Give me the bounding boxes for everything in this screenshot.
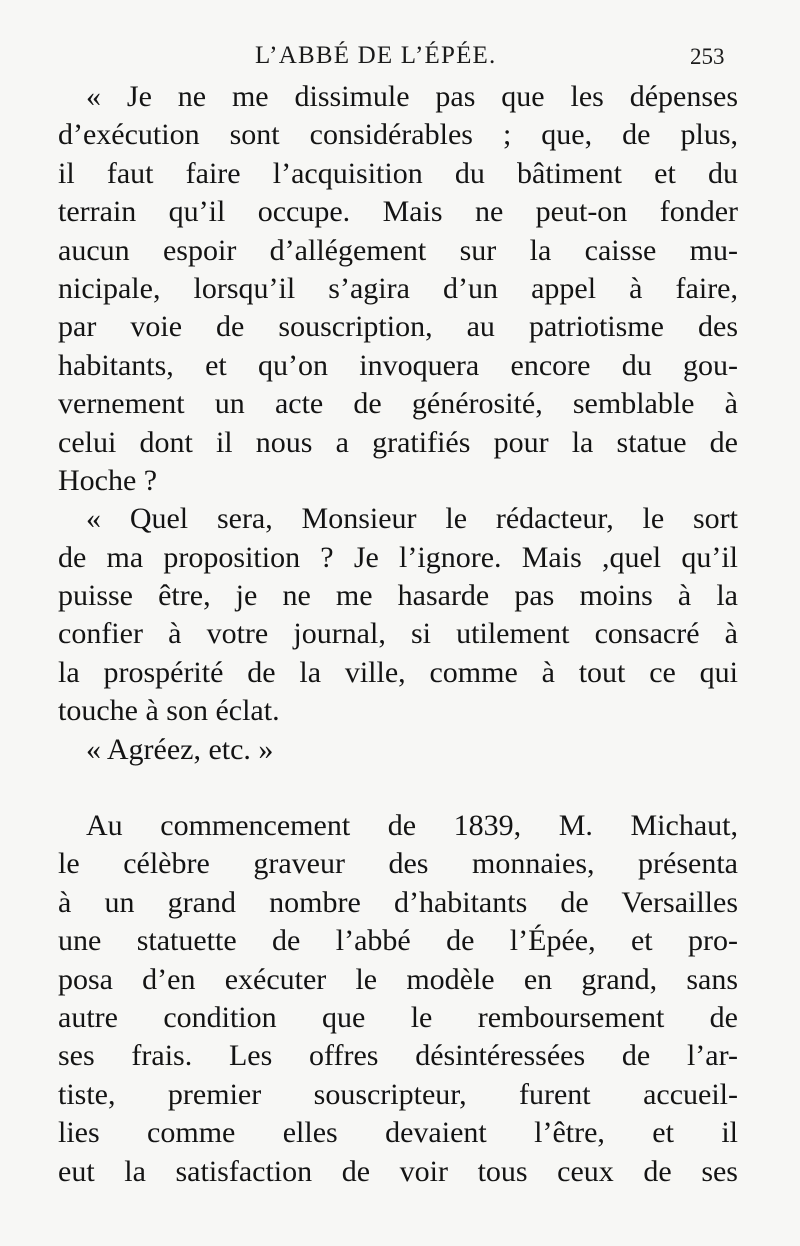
paragraph [58,731,738,769]
running-title: L’ABBÉ DE L’ÉPÉE. [255,42,497,69]
text-line: tiste, premier souscripteur, furent accueil- [58,1077,738,1111]
text-line: le célèbre graveur des monnaies, présenta [58,847,738,881]
text-line: eut la satisfaction de voir tous ceux de ses [58,1154,738,1188]
page-number: 253 [690,44,725,69]
paragraph [58,500,738,730]
text-line: Au commencement de 1839, M. Michaut, [86,809,738,843]
text-line: touche à son éclat. [58,694,280,728]
text-line: une statuette de l’abbé de l’Épée, et pro- [58,924,738,958]
text-line: autre condition que le remboursement de [58,1000,738,1034]
paragraph [58,78,738,500]
body-text [58,78,738,1191]
text-line: terrain qu’il occupe. Mais ne peut-on fonder [58,195,738,229]
text-line: posa d’en exécuter le modèle en grand, sans [58,962,738,996]
text-line: « Quel sera, Monsieur le rédacteur, le sort [86,502,738,536]
text-line: la prospérité de la ville, comme à tout ce qui [58,655,738,689]
paragraph [58,807,738,1191]
text-line: d’exécution sont considérables ; que, de plus, [58,118,738,152]
text-line: « Je ne me dissimule pas que les dépenses [86,80,738,113]
paragraph-gap [58,769,738,807]
text-line: lies comme elles devaient l’être, et il [58,1116,738,1150]
text-line: « Agréez, etc. » [86,732,274,766]
text-line: à un grand nombre d’habitants de Versailles [58,885,738,919]
text-line: de ma proposition ? Je l’ignore. Mais ,quel qu’il [58,540,738,574]
text-line: vernement un acte de générosité, semblable à [58,387,738,421]
text-line: Hoche ? [58,463,158,497]
text-line: celui dont il nous a gratifiés pour la statue de [58,425,738,459]
text-line: confier à votre journal, si utilement consacré à [58,617,738,651]
text-line: aucun espoir d’allégement sur la caisse mu- [58,233,738,267]
text-line: par voie de souscription, au patriotisme des [58,310,738,344]
page-header [0,40,800,80]
text-line: ses frais. Les offres désintéressées de l’ar- [58,1039,738,1073]
text-line: puisse être, je ne me hasarde pas moins à la [58,579,738,613]
text-line: nicipale, lorsqu’il s’agira d’un appel à faire, [58,271,738,305]
text-line: il faut faire l’acquisition du bâtiment et du [58,156,738,190]
text-line: habitants, et qu’on invoquera encore du gou- [58,348,738,382]
